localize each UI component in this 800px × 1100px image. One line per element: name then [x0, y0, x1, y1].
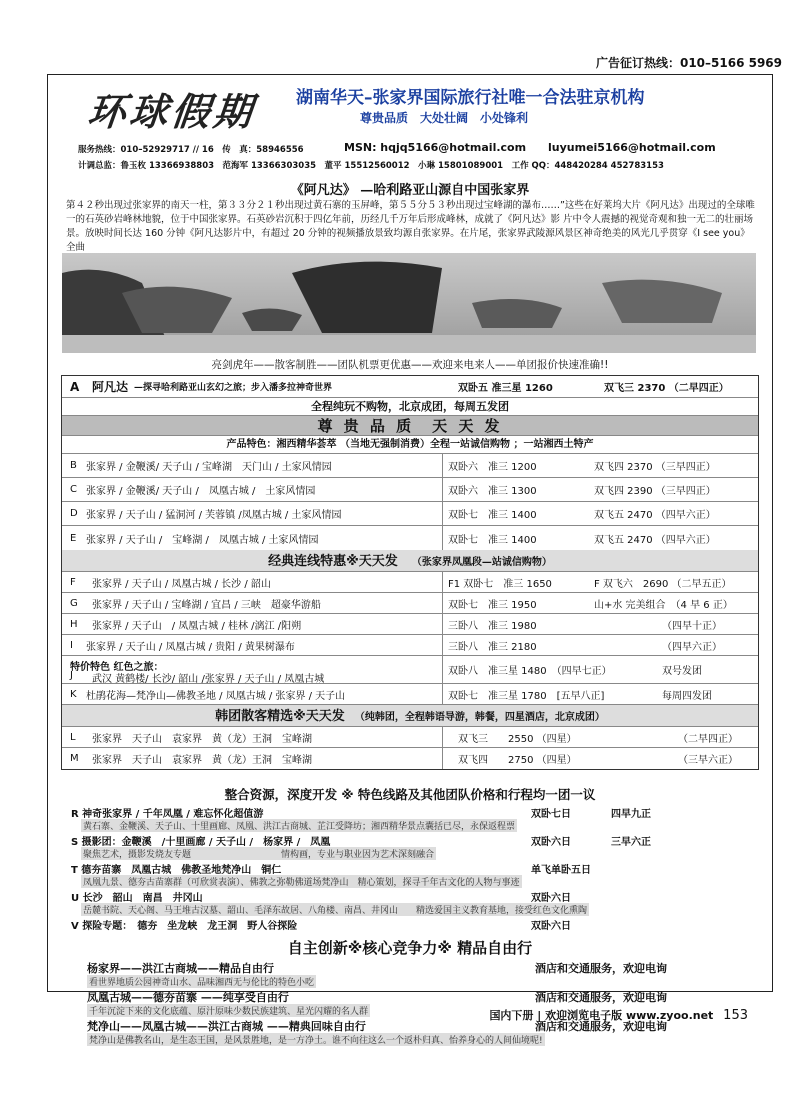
route-price-1: 双卧八 准三星 1480 （四早七正）: [448, 666, 612, 677]
route-price-1: 三卧八 准三 2180: [448, 641, 537, 653]
route-price-2: （四早十正）: [662, 620, 722, 632]
route-code: G: [70, 597, 78, 609]
table-row: [62, 748, 758, 769]
route-price-1: 双卧六 准三 1200: [448, 462, 537, 473]
classic-sub: （张家界凤凰段—站诚信购物）: [411, 557, 552, 568]
free-tour-detail: 看世界地质公园神奇山水、品味湘西无与伦比的特色小吃: [87, 975, 316, 988]
route-price-1: 双卧七 准三 1950: [448, 599, 537, 611]
premium-banner: 尊 贵 品 质 天 天 发: [62, 416, 758, 436]
list-item: [61, 805, 759, 819]
route-code: C: [70, 484, 77, 495]
route-detail: 黄石寨、金鞭溪、天子山、十里画廊、凤凰、洪江古商城、芷江受降坊；湘西精华景点囊括已尽，永保返程票: [81, 819, 517, 832]
list-item: [61, 960, 759, 975]
route-code: K: [70, 688, 77, 700]
logo: 环球假期: [85, 89, 259, 134]
route-name: 武汉 黄鹤楼/ 长沙/ 韶山 /张家界 / 天子山 / 凤凰古城: [92, 674, 325, 685]
route-code: E: [70, 532, 77, 544]
route-price-2: 双飞五 2470 （四早六正）: [594, 534, 716, 546]
route-price: 单飞单卧五日: [531, 865, 591, 876]
route-a-note: 全程纯玩不购物，北京成团，每周五发团: [62, 398, 758, 416]
route-price-1: 三卧八 准三 1980: [448, 620, 537, 632]
contact-line-2: 计调总监：鲁玉枚 13366938803 范海军 13366303035 董平 15512560012 小琳 15801089001 工作 QQ：448420284 452783153: [78, 161, 664, 171]
footer-text[interactable]: 国内下册 | 欢迎浏览电子版 www.zyoo.net: [489, 1009, 714, 1022]
table-row: [62, 502, 758, 526]
free-tour-service: 酒店和交通服务，欢迎电询: [535, 962, 667, 975]
korean-sub: （纯韩团，全程韩语导游，韩餐，四星酒店，北京成团）: [354, 712, 605, 723]
email-address[interactable]: luyumei5166@hotmail.com: [548, 141, 716, 154]
free-tour-service: 酒店和交通服务，欢迎电询: [535, 1020, 667, 1033]
free-tour-service: 酒店和交通服务，欢迎电询: [535, 991, 667, 1004]
table-row: [62, 526, 758, 550]
route-name: 张家界 / 天子山 / 凤凰古城 / 长沙 / 韶山: [92, 578, 271, 590]
route-name: 张家界 / 金鞭溪/ 天子山 / 宝峰湖 天门山 / 土家风情园: [86, 462, 332, 473]
table-row: [62, 478, 758, 502]
feature-line: 产品特色：湘西精华荟萃 （当地无强制消费）全程一站诚信购物 ；一站湘西土特产: [62, 436, 758, 454]
route-a-desc: —探寻哈利路亚山玄幻之旅；步入潘多拉神奇世界: [134, 383, 333, 393]
route-name: 张家界 / 金鞭溪/ 天子山 / 凤凰古城 / 土家风情园: [86, 486, 316, 497]
free-tour-heading: 凤凰古城——德夯苗寨 ——纯享受自由行: [87, 991, 289, 1004]
route-price-2: （二早四正）: [678, 733, 738, 745]
route-table: [61, 375, 759, 770]
table-row: [62, 454, 758, 478]
route-detail: 凤凰九景、德夯古苗寨群（可欣赏表演）、佛教之弥勒佛道场梵净山 精心策划，探寻千年古文化的人物与事迹: [81, 875, 522, 888]
route-code: J: [70, 670, 73, 681]
route-price-1: 双飞四 2750 （四星）: [458, 755, 577, 766]
route-code: A: [70, 379, 80, 394]
table-row: [62, 656, 758, 684]
contact-line-1: 服务热线：010–52929717 // 16 传 真：58946556: [78, 145, 304, 155]
route-heading: R 神奇张家界 / 千年凤凰 / 难忘怀化超值游: [71, 809, 264, 820]
route-price: 双卧六日: [531, 921, 571, 932]
free-tour-heading: 杨家界——洪江古商城——精品自由行: [87, 962, 274, 975]
list-item: [61, 861, 759, 875]
route-code: B: [70, 460, 77, 471]
route-code: H: [70, 618, 78, 630]
slogan: 尊贵品质 大处壮阔 小处锋利: [360, 111, 529, 125]
route-price-1: F1 双卧七 准三 1650: [448, 578, 552, 590]
list-item: [61, 989, 759, 1004]
route-name: 张家界 / 天子山 / 凤凰古城 / 贵阳 / 黄果树瀑布: [86, 641, 295, 653]
table-row: [62, 593, 758, 614]
route-price-2: 每周四发团: [662, 690, 712, 702]
route-name: 张家界 天子山 袁家界 黄（龙）王洞 宝峰湖: [92, 733, 312, 745]
route-detail: 岳麓书院、天心阁、马王堆古汉墓、韶山、毛泽东故居、八角楼、南昌、井冈山 精选爱国主义教育基地，接受红色文化熏陶: [81, 903, 589, 916]
route-a-row: [62, 376, 758, 398]
route-price: 双卧六日: [531, 893, 571, 904]
footer: [489, 1007, 748, 1023]
route-code: D: [70, 508, 78, 519]
route-price-2: F 双飞六 2690 （二早五正）: [594, 578, 732, 590]
route-heading: V 探险专题： 德夯 坐龙峡 龙王洞 野人谷探险: [71, 921, 298, 932]
route-price-1: 双卧七 准三 1400: [448, 534, 537, 546]
korean-title: 韩团散客精选※天天发: [215, 709, 345, 724]
route-price-2: 双飞四 2370 （三早四正）: [594, 462, 716, 473]
route-heading: T 德夯苗寨 凤凰古城 佛教圣地梵净山 铜仁: [71, 865, 282, 876]
table-row: [62, 614, 758, 635]
route-name: 张家界 / 天子山 / 凤凰古城 / 桂林 /漓江 /阳朔: [92, 620, 302, 632]
route-price-2: （四早六正）: [662, 641, 722, 653]
landscape-photo: [62, 253, 756, 353]
classic-section-header: [62, 550, 758, 572]
page-number: 153: [723, 1008, 748, 1023]
korean-section-header: [62, 705, 758, 727]
routes-b-e: [62, 454, 758, 550]
free-tour-heading: 梵净山——凤凰古城——洪江古商城 ——精典回味自由行: [87, 1020, 366, 1033]
list-item: [61, 889, 759, 903]
route-price-1: 双卧七 准三星 1780 [五早八正]: [448, 690, 605, 702]
route-name: 张家界 天子山 袁家界 黄（龙）王洞 宝峰湖: [92, 755, 312, 766]
route-name: 张家界 / 天子山 / 宝峰湖 / 凤凰古城 / 土家风情园: [86, 534, 319, 546]
msn-address[interactable]: MSN: hqjq5166@hotmail.com: [344, 141, 527, 154]
route-price-2: 山+水 完美组合 （4 早 6 正）: [594, 599, 733, 611]
route-code: I: [70, 639, 73, 651]
route-a-name: 阿凡达: [92, 380, 129, 394]
avatar-title: 《阿凡达》 —哈利路亚山源自中国张家界: [290, 183, 530, 198]
photo-caption: 亮剑虎年——散客制胜——团队机票更优惠——欢迎来电来人——单团报价快速准确!!: [211, 359, 609, 371]
route-price: 双卧六日 三早六正: [531, 837, 651, 848]
integrate-title: 整合资源，深度开发 ※ 特色线路及其他团队价格和行程均一团一议: [224, 787, 596, 802]
route-detail: 聚焦艺术，摄影发烧友专题 情构画，专业与职业因为艺术深刻融合: [81, 847, 436, 860]
route-a-price-2: 双飞三 2370 （二早四正）: [604, 383, 729, 394]
classic-title: 经典连线特惠※天天发: [268, 554, 398, 569]
route-price: 双卧七日 四早九正: [531, 809, 651, 820]
route-price-2: 双飞五 2470 （四早六正）: [594, 510, 716, 521]
headline: 湖南华天–张家界国际旅行社唯一合法驻京机构: [296, 88, 645, 108]
route-name: 张家界 / 天子山 / 宝峰湖 / 宜昌 / 三峡 超豪华游船: [92, 599, 321, 611]
avatar-intro: 第４２秒出现过张家界的南天一柱，第３３分２１秒出现过黄石寨的玉屏峰，第５５分５３秒出现过宝峰湖的瀑布……”这些在好莱坞大片《阿凡达》出现过的全球唯一的石英砂岩峰林地貌，位于中国张家界。石英砂岩沉积于四亿年前，历经几千万年后形成峰林，成就了《阿凡达》影 片中令人震撼的视觉奇观和独一无二的壮丽场景。放映时间长达 160 分钟《阿凡达影片中，有超过 20 分钟的视频播放景致均源自张家界。在片尾，张家界武陵源风景区神奇绝美的风光几乎贯穿《I see you》全曲: [66, 200, 755, 253]
self-drive-title: 自主创新※核心竞争力※ 精品自由行: [287, 939, 533, 957]
table-row: [62, 684, 758, 705]
route-code: M: [70, 753, 79, 764]
route-price-1: 双卧六 准三 1300: [448, 486, 537, 497]
route-name: 杜鹃花海—梵净山—佛教圣地 / 凤凰古城 / 张家界 / 天子山: [86, 690, 346, 702]
list-item: [61, 917, 759, 931]
route-price-2: 双号发团: [662, 666, 702, 677]
route-heading: S 摄影团：金鞭溪 /十里画廊 / 天子山 / 杨家界 / 凤凰: [71, 837, 331, 848]
table-row: [62, 635, 758, 656]
route-price-1: 双飞三 2550 （四星）: [458, 733, 577, 745]
red-tour-label: 特价特色 红色之旅：: [70, 662, 164, 673]
free-tour-detail: 梵净山是佛教名山，是生态王国，是风景胜地，是一方净土。谁不向往这么一个返朴归真、怡养身心的人间仙境呢!: [87, 1033, 545, 1046]
ad-hotline: 广告征订热线：010–5166 5969: [595, 56, 782, 70]
route-price-2: 双飞四 2390 （三早四正）: [594, 486, 716, 497]
route-code: F: [70, 576, 76, 588]
route-a-price-1: 双卧五 准三星 1260: [458, 383, 553, 394]
route-price-2: （三早六正）: [678, 755, 738, 766]
list-item: [61, 833, 759, 847]
route-price-1: 双卧七 准三 1400: [448, 510, 537, 521]
table-row: [62, 572, 758, 593]
table-row: [62, 727, 758, 748]
free-tour-detail: 千年沉淀下来的文化底蕴、原汁原味少数民族建筑、星光闪耀的名人群: [87, 1004, 370, 1017]
route-code: L: [70, 731, 76, 743]
route-heading: U 长沙 韶山 南昌 井冈山: [71, 893, 203, 904]
header: [48, 75, 772, 137]
route-name: 张家界 / 天子山 / 猛洞河 / 芙蓉镇 /凤凰古城 / 土家风情园: [86, 510, 342, 521]
